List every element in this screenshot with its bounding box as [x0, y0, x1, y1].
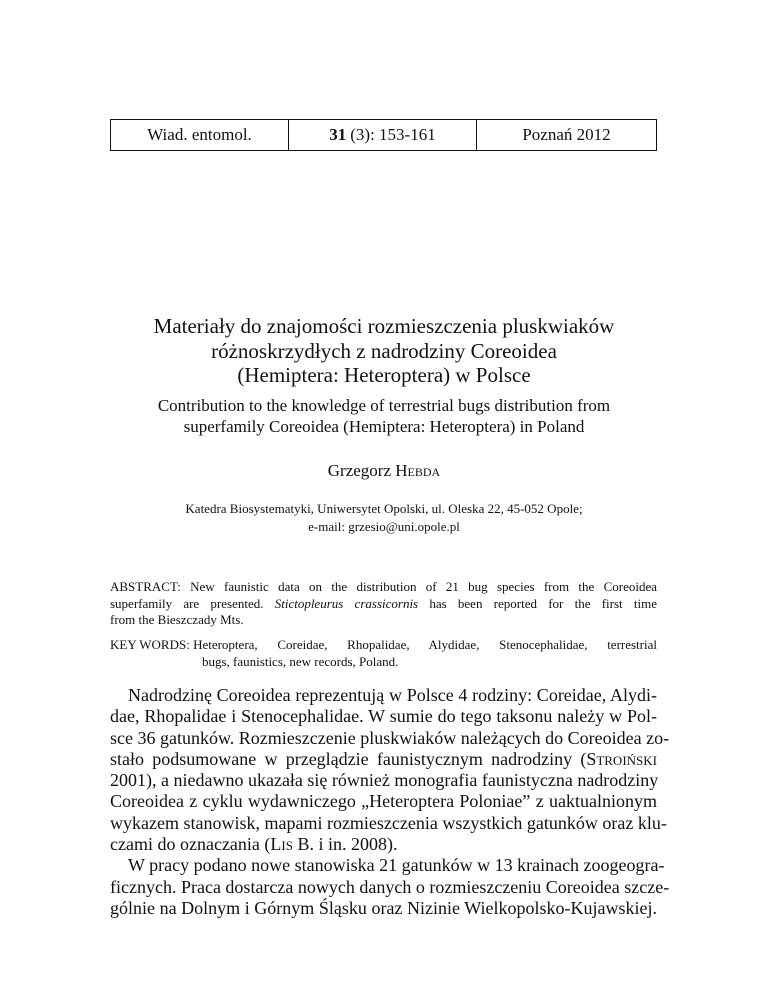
affiliation-email: e-mail: grzesio@uni.opole.pl — [308, 519, 460, 534]
author-last-name: Hebda — [395, 461, 441, 480]
citation-author: Lis — [270, 834, 293, 855]
abstract-line — [110, 596, 657, 613]
english-title-line: superfamily Coreoidea (Hemiptera: Heteroptera) in Poland — [183, 417, 585, 436]
abstract — [110, 579, 657, 629]
issue-pages: (3): 153-161 — [350, 125, 436, 144]
keywords — [110, 637, 657, 670]
body-text-run: stało podsumowane w przeglądzie faunistycznym nadrodziny ( — [110, 748, 587, 769]
citation-header-table — [110, 119, 657, 151]
body-line: Nadrodzinę Coreoidea reprezentują w Polsce 4 rodziny: Coreidae, Alydi- — [128, 685, 657, 705]
body-text — [110, 685, 670, 919]
body-line: dae, Rhopalidae i Stenocephalidae. W sumie do tego taksonu należy w Pol- — [110, 706, 657, 727]
affiliation — [0, 500, 768, 536]
english-title-line: Contribution to the knowledge of terrestrial bugs distribution from — [157, 396, 611, 415]
keywords-line: Heteroptera, Coreidae, Rhopalidae, Alydidae, Stenocephalidae, terrestrial — [193, 637, 657, 652]
author-name — [0, 461, 768, 481]
affiliation-address: Katedra Biosystematyki, Uniwersytet Opolski, ul. Oleska 22, 45-052 Opole; — [185, 501, 583, 516]
body-text-run: B. i in. 2008). — [292, 834, 398, 855]
polish-title-line: różnoskrzydłych z nadrodziny Coreoidea — [211, 338, 557, 363]
polish-title — [0, 314, 768, 388]
body-line: gólnie na Dolnym i Górnym Śląsku oraz Nizinie Wielkopolsko-Kujawskiej. — [110, 897, 657, 918]
volume-number: 31 — [329, 125, 347, 144]
volume-issue-pages — [289, 120, 477, 150]
body-line: W pracy podano nowe stanowiska 21 gatunków w 13 krainach zoogeogra- — [128, 855, 665, 876]
body-line: 2001), a niedawno ukazała się również monografia faunistyczna nadrodziny — [110, 770, 659, 791]
body-line: sce 36 gatunków. Rozmieszczenie pluskwiaków należących do Coreoidea zo- — [110, 727, 670, 748]
abstract-line: from the Bieszczady Mts. — [110, 612, 244, 627]
place-year: Poznań 2012 — [522, 125, 611, 144]
species-name: Stictopleurus crassicornis — [274, 595, 419, 611]
body-line: wykazem stanowisk, mapami rozmieszczenia wszystkich gatunków oraz klu- — [110, 812, 667, 833]
journal-name: Wiad. entomol. — [111, 120, 289, 150]
polish-title-line: Materiały do znajomości rozmieszczenia pluskwiaków — [153, 314, 615, 338]
abstract-text: has been reported for the first time — [418, 595, 658, 611]
body-line — [110, 834, 657, 855]
author-first-name: Grzegorz — [327, 461, 396, 480]
keywords-label: KEY WORDS: — [110, 637, 194, 652]
body-line: Coreoidea z cyklu wydawniczego „Heteroptera Poloniae” z uaktualnionym — [110, 791, 657, 812]
body-text-run: czami do oznaczania ( — [110, 834, 271, 855]
polish-title-line: (Hemiptera: Heteroptera) w Polsce — [237, 363, 531, 387]
english-title — [0, 395, 768, 437]
abstract-text: superfamily are presented. — [110, 595, 275, 611]
body-line: ficznych. Praca dostarcza nowych danych o rozmieszczeniu Coreoidea szcze- — [110, 876, 670, 897]
keywords-line: bugs, faunistics, new records, Poland. — [202, 653, 399, 669]
abstract-line: ABSTRACT: New faunistic data on the distribution of 21 bug species from the Coreoidea — [110, 579, 657, 594]
citation-author: Stroiński — [586, 748, 657, 769]
body-line — [110, 749, 657, 770]
